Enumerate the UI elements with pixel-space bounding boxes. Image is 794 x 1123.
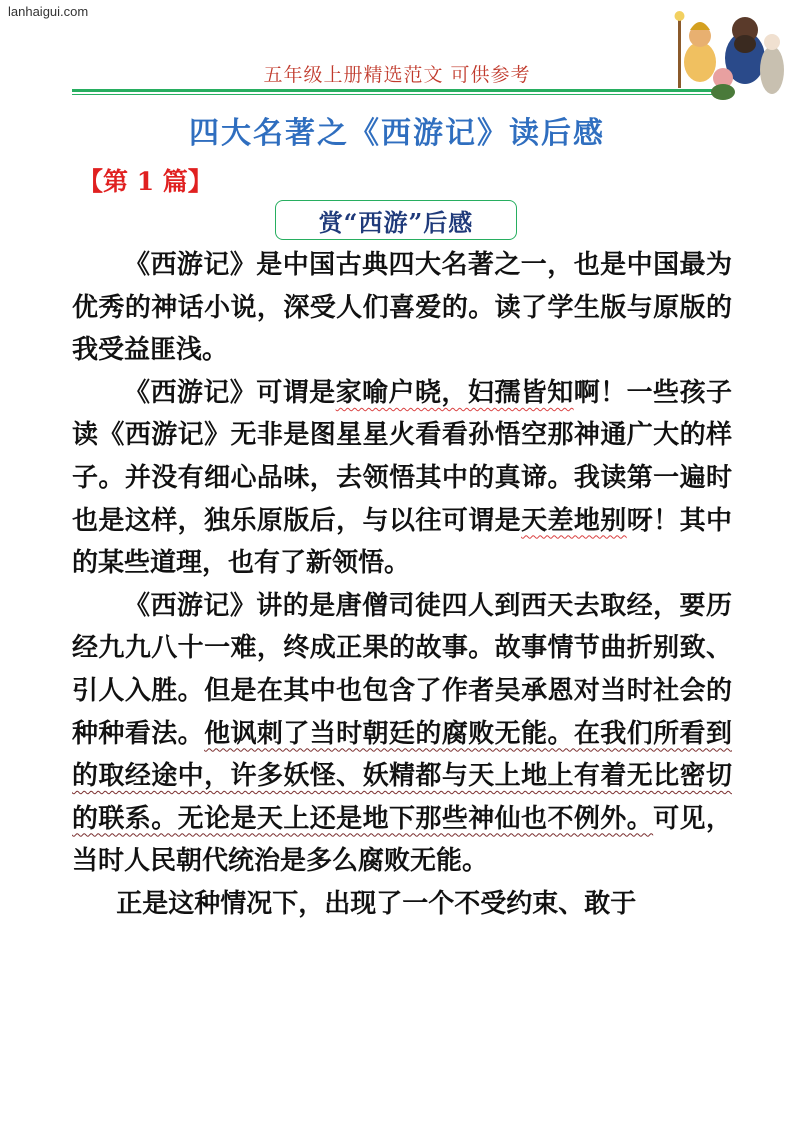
- essay-subtitle-text: 赏“西游”后感: [318, 207, 474, 237]
- paragraph-text: 《西游记》可谓是: [124, 377, 336, 408]
- underlined-passage: 他讽刺了当时朝廷的腐败无能。在我们所看到的取经途中，许多妖怪、妖精都与天上地上有着无比密切的联系。无论是天上还是地下那些神仙也不例外。: [72, 718, 732, 834]
- document-title: 四大名著之《西游记》读后感: [189, 116, 605, 151]
- header-divider: [72, 89, 724, 92]
- paragraph-text: 可见，当时人民朝代统治是多么腐败无能。: [72, 803, 732, 877]
- paragraph: [72, 372, 732, 585]
- header-title: 五年级上册精选范文 可供参考: [263, 64, 531, 86]
- paragraph: [72, 883, 732, 926]
- paragraph-text: 呀！其中的某些道理，也有了新领悟。: [72, 505, 732, 579]
- underlined-phrase: 家喻户晓，妇孺皆知: [335, 377, 574, 408]
- header-divider-thin: [72, 94, 724, 95]
- paragraph: [72, 585, 732, 883]
- essay-subtitle: [275, 200, 517, 240]
- paragraph-text: 《西游记》讲的是唐僧司徒四人到西天去取经，要历经九九八十一难，终成正果的故事。故事情节曲折别致、引人入胜。但是在其中也包含了作者吴承恩对当时社会的种种看法。: [72, 590, 732, 749]
- paragraph-text: 《西游记》是中国古典四大名著之一，也是中国最为优秀的神话小说，深受人们喜爱的。读了学生版与原版的我受益匪浅。: [72, 250, 732, 366]
- paragraph: [72, 244, 732, 372]
- underlined-phrase: 天差地别: [521, 505, 627, 536]
- essay-body: [72, 244, 732, 926]
- paragraph-text: 啊！一些孩子读《西游记》无非是图星星火看看孙悟空那神通广大的样子。并没有细心品味，去领悟其中的真谛。我读第一遍时也是这样，独乐原版后，与以往可谓是: [72, 377, 732, 536]
- section-label: 【第 1 篇】: [78, 167, 213, 196]
- site-url: lanhaigui.com: [8, 4, 89, 19]
- journey-west-characters-illustration: [650, 0, 790, 100]
- paragraph-text: 正是这种情况下，出现了一个不受约束、敢于: [116, 888, 637, 919]
